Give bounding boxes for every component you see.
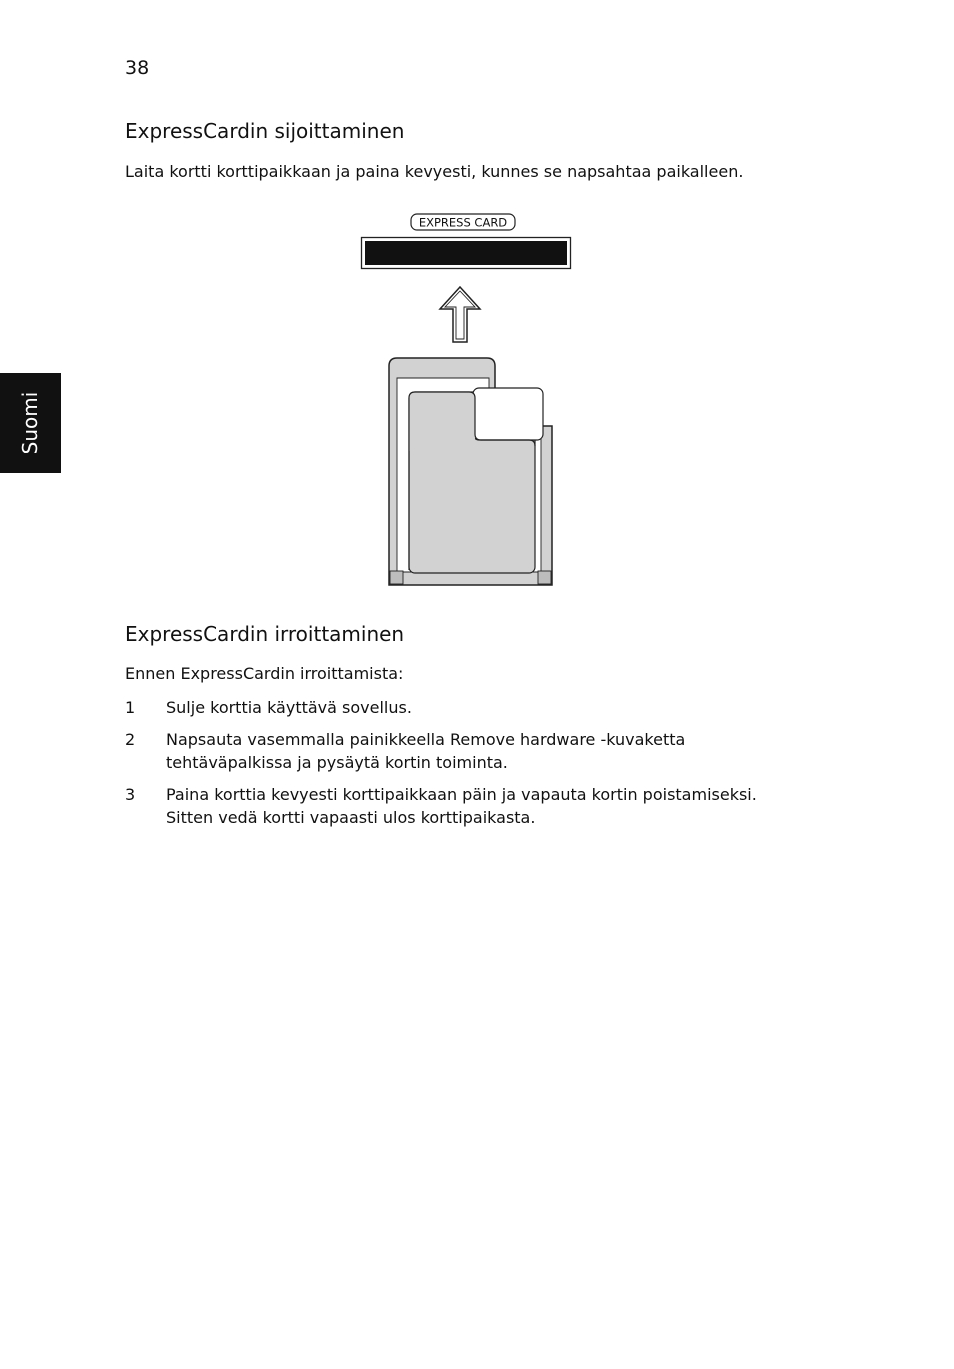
page-number: 38 xyxy=(125,57,150,79)
section-heading-insert: ExpressCardin sijoittaminen xyxy=(125,119,405,143)
insert-arrow-icon xyxy=(440,287,480,342)
removal-steps-list xyxy=(125,696,845,838)
step-number: 2 xyxy=(125,730,136,749)
step-text: Paina korttia kevyesti korttipaikkaan päin ja vapauta kortin poistamiseksi. Sitten vedä kortti vapaasti ulos korttipaikasta. xyxy=(166,785,757,827)
section-intro-remove: Ennen ExpressCardin irroittamista: xyxy=(125,664,404,683)
slot-label-text: EXPRESS CARD xyxy=(418,215,508,230)
step-text: Sulje korttia käyttävä sovellus. xyxy=(166,698,412,717)
list-item xyxy=(125,696,845,719)
expresscard-slot-icon xyxy=(362,238,571,269)
section-heading-remove: ExpressCardin irroittaminen xyxy=(125,622,405,646)
language-side-tab xyxy=(0,373,61,473)
step-number: 3 xyxy=(125,785,136,804)
expresscard-figure xyxy=(355,210,575,590)
step-number: 1 xyxy=(125,698,136,717)
step-text: Napsauta vasemmalla painikkeella Remove hardware -kuvaketta tehtäväpalkissa ja pysäytä kortin toiminta. xyxy=(166,730,686,772)
list-item xyxy=(125,728,845,774)
expresscard-illustration xyxy=(355,210,575,590)
expresscard-icon xyxy=(389,358,552,585)
list-item xyxy=(125,783,845,829)
slot-label xyxy=(411,214,515,230)
side-tab-label: Suomi xyxy=(18,391,42,455)
section-text-insert: Laita kortti korttipaikkaan ja paina kevyesti, kunnes se napsahtaa paikalleen. xyxy=(125,162,744,181)
